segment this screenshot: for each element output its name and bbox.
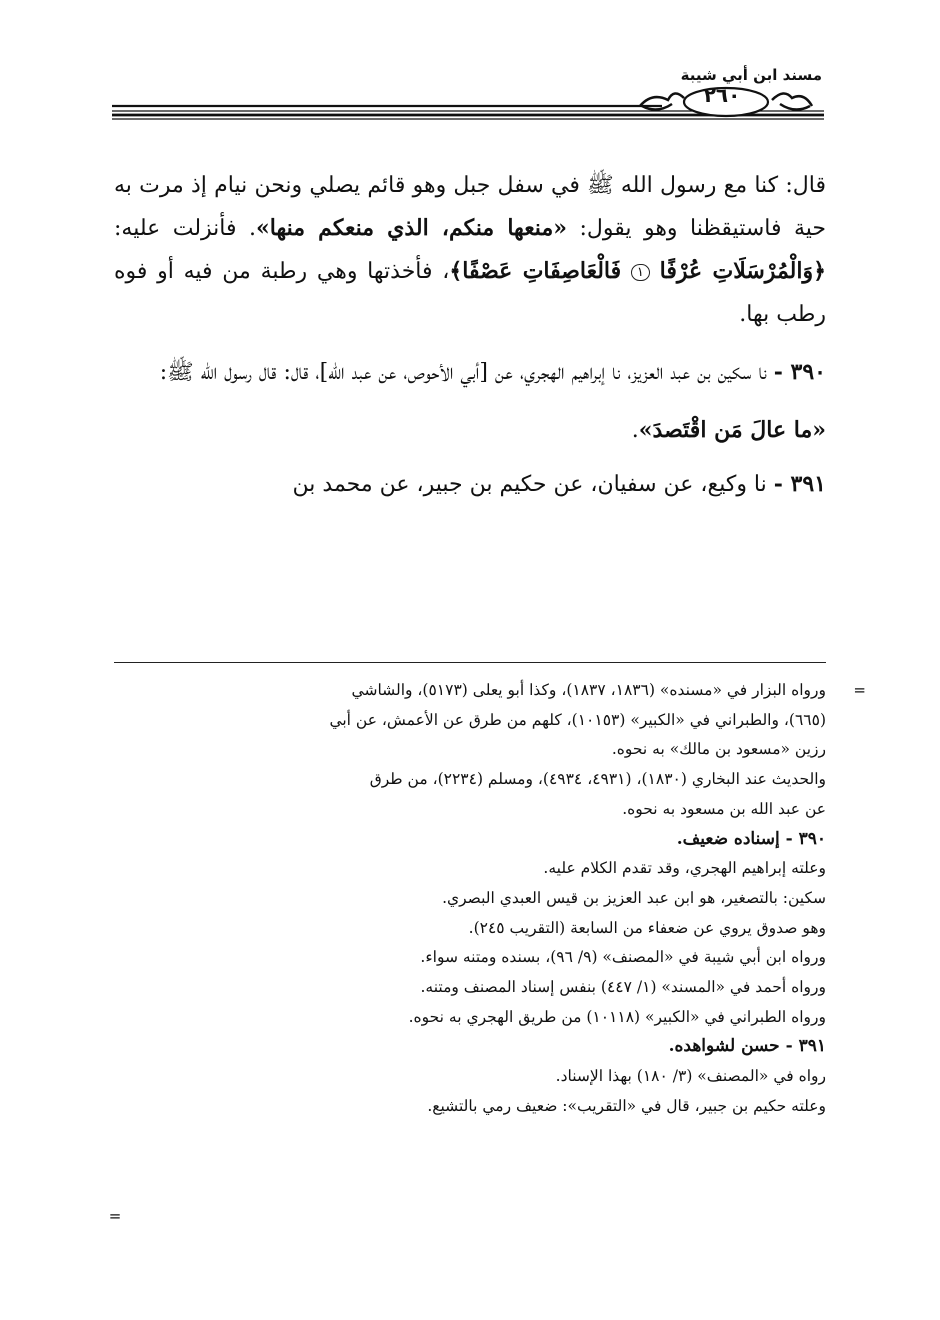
hadith-number: ٣٩١ -: [773, 471, 826, 497]
text-run: . فأنزلت عليه:: [114, 216, 257, 241]
prophetic-saying: «ما عالَ مَن اقْتَصدَ»: [638, 417, 826, 443]
footnote-heading-390: ٣٩٠ - إسناده ضعيف.: [676, 828, 826, 849]
isnad-text: نا وكيع، عن سفيان، عن حكيم بن جبير، عن محمد بن: [292, 472, 774, 497]
hadith-number: ٣٩٠ -: [773, 359, 826, 385]
footnote-text: ورواه البزار في «مسنده» (١٨٣٦، ١٨٣٧)، وكذا أبو يعلى (٥١٧٣)، والشاشي: [351, 681, 826, 699]
page-number: ٢٦٠: [703, 83, 741, 107]
main-text: [114, 164, 826, 521]
footnote-divider: [114, 662, 826, 663]
footnote-heading-391: ٣٩١ - حسن لشواهده.: [668, 1036, 826, 1057]
prophetic-saying: «منعها منكم، الذي منعكم منها»: [256, 215, 567, 241]
footnotes: [114, 676, 866, 1122]
footnote-line: ورواه الطبراني في «الكبير» (١٠١١٨) من طريق الهجري به نحوه.: [408, 1007, 826, 1026]
quran-verse: ﴿وَالْمُرْسَلَاتِ عُرْفًا: [659, 258, 826, 284]
running-header-title: مسند ابن أبي شيبة: [680, 66, 822, 84]
paragraph-hadith-389-end: [114, 164, 826, 336]
paragraph-hadith-390: [114, 351, 826, 394]
text-run: قال: كنا مع رسول الله ﷺ في سفل جبل وهو قائم يصلي ونحن نيام إذ مرت به حية فاستيقظنا وهو يقول:: [114, 173, 826, 241]
footnote-line: ورواه أحمد في «المسند» (١/ ٤٤٧) بنفس إسناد المصنف ومتنه.: [420, 978, 826, 997]
verse-number-badge: ١: [631, 264, 650, 281]
footnote-line: وهو صدوق يروي عن ضعفاء من السابعة (التقريب ٢٤٥).: [468, 918, 826, 937]
paragraph-hadith-391: [114, 463, 826, 506]
text-run: .: [631, 418, 639, 443]
footnote-line: [114, 676, 866, 706]
footnote-line: والحديث عند البخاري (١٨٣٠)، (٤٩٣١، ٤٩٣٤)، ومسلم (٢٢٣٤)، من طرق: [369, 770, 826, 789]
footnote-line: سكين: بالتصغير، هو ابن عبد العزيز بن قيس العبدي البصري.: [442, 888, 826, 907]
continuation-mark-end: =: [108, 1207, 122, 1225]
footnote-line: رزين «مسعود بن مالك» به نحوه.: [611, 740, 826, 759]
isnad-text: نا سكين بن عبد العزيز، نا إبراهيم الهجري، عن [أبي الأحوص، عن عبد الله]، قال: قال رسول الله ﷺ:: [159, 360, 774, 385]
quran-verse: فَالْعَاصِفَاتِ عَصْفًا﴾: [449, 258, 622, 284]
paragraph-hadith-390-matn: [114, 409, 826, 452]
text-run: ، فأخذتها وهي رطبة من فيه أو فوه رطب بها.: [114, 259, 826, 327]
footnote-line: وعلته حكيم بن جبير، قال في «التقريب»: ضعيف رمي بالتشيع.: [427, 1096, 826, 1115]
footnote-line: وعلته إبراهيم الهجري، وقد تقدم الكلام عليه.: [543, 859, 826, 878]
footnote-line: عن عبد الله بن مسعود به نحوه.: [622, 799, 826, 818]
footnote-line: ورواه ابن أبي شيبة في «المصنف» (٩/ ٩٦)، بسنده ومتنه سواء.: [420, 948, 826, 967]
footnote-line: رواه في «المصنف» (٣/ ١٨٠) بهذا الإسناد.: [555, 1067, 826, 1086]
continuation-mark: =: [853, 681, 866, 699]
footnote-line: (٦٦٥)، والطبراني في «الكبير» (١٠١٥٣)، كلهم من طرق عن الأعمش، عن أبي: [329, 710, 826, 729]
